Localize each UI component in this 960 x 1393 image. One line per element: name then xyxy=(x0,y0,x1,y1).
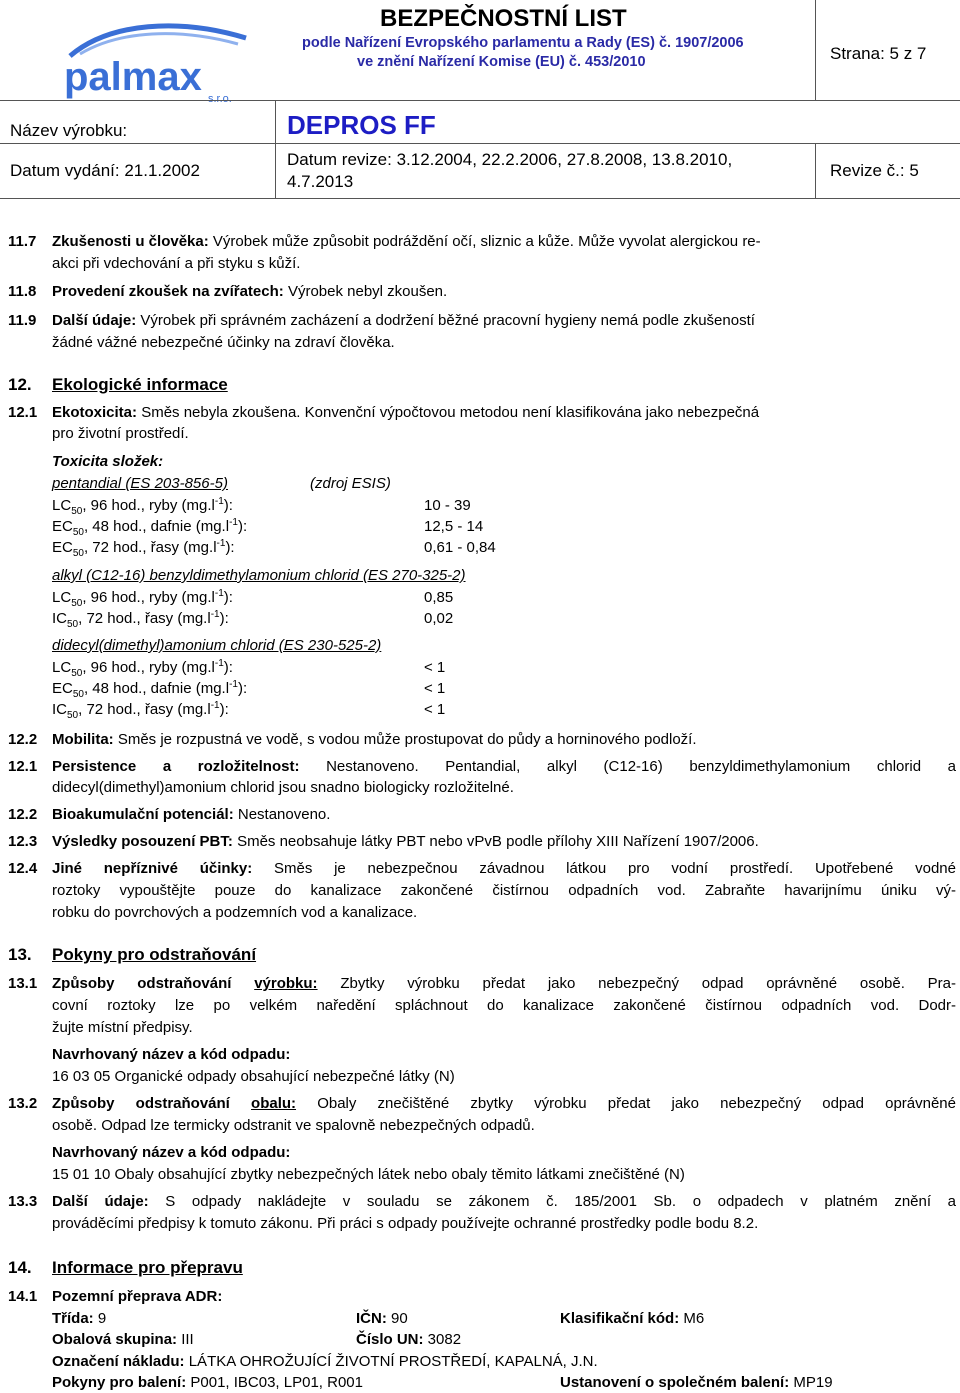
field-value: M6 xyxy=(683,1310,705,1327)
component-name: pentandial (ES 203-856-5) xyxy=(52,475,228,492)
text-line: robku do povrchových a podzemních vod a kanalizace. xyxy=(52,904,418,921)
field-value: P001, IBC03, LP01, R001 xyxy=(190,1374,363,1391)
text: Směs je nebezpečnou závadnou látkou pro vodní prostředí. Upotřebené vodné xyxy=(274,860,956,877)
toxicity-colon: ): xyxy=(223,589,233,606)
text: Zbytky výrobku předat jako nebezpečný odpad oprávněné osobě. Pra- xyxy=(340,975,956,992)
toxicity-conditions: , 72 hod., řasy (mg.l xyxy=(78,610,211,627)
toxicity-sub: 50 xyxy=(71,598,83,609)
toxicity-sub: 50 xyxy=(67,619,79,630)
subsection-title: Mobilita: xyxy=(52,731,114,748)
toxicity-param: EC xyxy=(52,539,73,556)
toxicity-colon: ): xyxy=(219,701,229,718)
toxicity-colon: ): xyxy=(219,610,229,627)
text: Směs nebyla zkoušena. xyxy=(141,404,301,421)
subsection-12-pbt xyxy=(52,833,759,851)
toxicity-sup: -1 xyxy=(216,538,226,549)
subsection-title: Další údaje: xyxy=(52,1193,149,1210)
subsection-title: Bioakumulační potenciál: xyxy=(52,806,234,823)
logo-text: palmax xyxy=(64,55,202,99)
toxicity-param: LC xyxy=(52,589,72,606)
subsection-number: 12.1 xyxy=(8,758,38,775)
text: Výrobek může způsobit podráždění očí, sliznic a kůže. Může vyvolat alergickou re- xyxy=(212,233,761,250)
revision-dates-line-2: 4.7.2013 xyxy=(287,172,354,191)
field-value: MP19 xyxy=(793,1374,833,1391)
subsection-12-2 xyxy=(52,731,697,749)
subsection-number: 11.9 xyxy=(8,312,37,329)
adr-mixed-packing xyxy=(560,1374,833,1392)
section-number: 14. xyxy=(8,1258,32,1277)
subsection-title-underlined: obalu: xyxy=(251,1095,297,1112)
subsection-title: Způsoby odstraňování xyxy=(52,1095,230,1112)
subsection-title: Způsoby odstraňování xyxy=(52,975,232,992)
header-divider xyxy=(0,198,960,199)
text: Nestanoveno. Pentandial, alkyl (C12-16) benzyldimethylamonium chlorid a xyxy=(326,758,957,775)
field-label: Třída: xyxy=(52,1310,94,1327)
subsection-number: 12.2 xyxy=(8,731,38,748)
subsection-number: 11.7 xyxy=(8,233,37,250)
text-line: žádné vážné nebezpečné účinky na zdraví člověka. xyxy=(52,334,395,351)
toxicity-colon: ): xyxy=(225,539,235,556)
toxicity-sup: -1 xyxy=(210,700,220,711)
field-label: Označení nákladu: xyxy=(52,1353,185,1370)
toxicity-conditions: , 96 hod., ryby (mg.l xyxy=(82,497,215,514)
subsection-11-9 xyxy=(52,312,755,330)
field-label: Pokyny pro balení: xyxy=(52,1374,187,1391)
field-value: 3082 xyxy=(427,1331,462,1348)
field-label: Číslo UN: xyxy=(356,1331,424,1348)
text-line: osobě. Odpad lze termicky odstranit ve spalovně nebezpečných odpadů. xyxy=(52,1117,535,1134)
product-name: DEPROS FF xyxy=(287,110,436,140)
toxicity-value: < 1 xyxy=(424,701,446,718)
toxicity-sub: 50 xyxy=(72,548,84,559)
adr-un-number xyxy=(356,1331,461,1349)
section-title: Ekologické informace xyxy=(52,375,228,394)
revision-dates-line-1: Datum revize: 3.12.2004, 22.2.2006, 27.8.2008, 13.8.2010, xyxy=(287,150,733,169)
toxicity-parameter xyxy=(52,659,233,677)
toxicity-colon: ): xyxy=(237,518,248,535)
text: Výrobek při správném zacházení a dodržení běžné pracovní hygieny nemá podle zkušeností xyxy=(140,312,755,329)
subsection-13-1 xyxy=(52,975,956,993)
text-line: prováděcími předpisy k tomuto zákonu. Při práci s odpady používejte ochranné prostředky podle bodu 8.2. xyxy=(52,1215,759,1232)
regulation-line-2: ve znění Nařízení Komise (EU) č. 453/2010 xyxy=(357,54,646,70)
field-label: Klasifikační kód: xyxy=(560,1310,680,1327)
header-divider xyxy=(815,143,816,198)
section-title: Informace pro přepravu xyxy=(52,1258,243,1277)
text-line: akci při vdechování a při styku s kůží. xyxy=(52,255,301,272)
header-divider xyxy=(0,100,960,101)
field-value: 9 xyxy=(97,1310,107,1327)
subsection-title: Ekotoxicita: xyxy=(52,404,138,421)
subsection-12-persistence xyxy=(52,758,956,776)
subsection-number: 11.8 xyxy=(8,283,37,300)
toxicity-sup: -1 xyxy=(214,496,224,507)
subsection-11-8 xyxy=(52,283,447,301)
waste-code-label: Navrhovaný název a kód odpadu: xyxy=(52,1144,291,1161)
toxicity-parameter xyxy=(52,701,229,719)
toxicity-colon: ): xyxy=(223,497,233,514)
section-title: Pokyny pro odstraňování xyxy=(52,945,257,964)
subsection-number: 12.2 xyxy=(8,806,38,823)
field-label: Obalová skupina: xyxy=(52,1331,178,1348)
subsection-number: 13.1 xyxy=(8,975,38,992)
adr-classification-code xyxy=(560,1310,704,1328)
subsection-number: 12.1 xyxy=(8,404,38,421)
text-line: covní roztoky lze po velkém naředění spláchnout do kanalizace zakončené čistírnou odpadních vod. Dodr- xyxy=(52,997,956,1014)
toxicity-param: EC xyxy=(52,518,73,535)
page-number: Strana: 5 z 7 xyxy=(830,44,927,63)
toxicity-value: < 1 xyxy=(424,680,446,697)
revision-number: Revize č.: 5 xyxy=(830,161,919,180)
toxicity-conditions: , 48 hod., dafnie (mg.l xyxy=(83,518,230,535)
text-line: žujte místní předpisy. xyxy=(52,1019,193,1036)
section-number: 13. xyxy=(8,945,32,964)
toxicity-parameter xyxy=(52,589,233,607)
subsection-title: Persistence a rozložitelnost: xyxy=(52,758,300,775)
toxicity-colon: ): xyxy=(237,680,248,697)
subsection-title: Další údaje: xyxy=(52,312,137,329)
product-label: Název výrobku: xyxy=(10,121,128,140)
field-value: III xyxy=(181,1331,194,1348)
adr-class xyxy=(52,1310,106,1328)
document-title: BEZPEČNOSTNÍ LIST xyxy=(380,5,627,32)
subsection-13-3 xyxy=(52,1193,956,1211)
text: Výrobek nebyl zkoušen. xyxy=(287,283,448,300)
toxicity-parameter xyxy=(52,610,229,628)
toxicity-param: LC xyxy=(52,497,72,514)
logo-subtext: s.r.o. xyxy=(208,93,232,104)
toxicity-parameter xyxy=(52,680,247,698)
toxicity-param: IC xyxy=(52,610,67,627)
subsection-12-bioaccumulation xyxy=(52,806,330,824)
toxicity-param: EC xyxy=(52,680,73,697)
header-divider xyxy=(0,143,960,144)
component-name: didecyl(dimethyl)amonium chlorid (ES 230-525-2) xyxy=(52,637,382,654)
component-name: alkyl (C12-16) benzyldimethylamonium chlorid (ES 270-325-2) xyxy=(52,567,466,584)
toxicity-sup: -1 xyxy=(229,679,238,690)
subsection-number: 12.3 xyxy=(8,833,38,850)
toxicity-sub: 50 xyxy=(72,689,84,700)
adr-packing-instructions xyxy=(52,1374,363,1392)
header-divider xyxy=(275,100,276,198)
toxicity-sub: 50 xyxy=(71,668,83,679)
text-line: roztoky vypouštějte pouze do kanalizace zakončené čistírnou odpadních vod. Zabraňte havarijnímu úniku vý- xyxy=(52,882,956,899)
text: S odpady nakládejte v souladu se zákonem č. 185/2001 Sb. o odpadech v platném znění a xyxy=(165,1193,956,1210)
waste-code-value: 16 03 05 Organické odpady obsahující nebezpečné látky (N) xyxy=(52,1068,455,1085)
text: Směs neobsahuje látky PBT nebo vPvB podle přílohy XIII Nařízení 1907/2006. xyxy=(237,833,759,850)
toxicity-param: LC xyxy=(52,659,72,676)
field-value: LÁTKA OHROŽUJÍCÍ ŽIVOTNÍ PROSTŘEDÍ, KAPALNÁ, J.N. xyxy=(188,1353,598,1370)
toxicity-parameter xyxy=(52,518,247,536)
adr-packing-group xyxy=(52,1331,194,1349)
toxicity-value: 12,5 - 14 xyxy=(424,518,484,535)
subsection-title: Provedení zkoušek na zvířatech: xyxy=(52,283,284,300)
subsection-number: 12.4 xyxy=(8,860,38,877)
text: Směs je rozpustná ve vodě, s vodou může prostupovat do půdy a horninového podloží. xyxy=(117,731,697,748)
toxicity-conditions: , 72 hod., řasy (mg.l xyxy=(78,701,211,718)
subsection-12-1 xyxy=(52,404,759,422)
document-header xyxy=(0,0,960,200)
data-source: (zdroj ESIS) xyxy=(310,475,391,492)
toxicity-heading: Toxicita složek: xyxy=(52,453,164,470)
toxicity-sup: -1 xyxy=(229,517,238,528)
subsection-title: Výsledky posouzení PBT: xyxy=(52,833,233,850)
toxicity-value: 0,02 xyxy=(424,610,454,627)
subsection-title-underlined: výrobku: xyxy=(254,975,318,992)
toxicity-value: 0,85 xyxy=(424,589,454,606)
field-label: Ustanovení o společném balení: xyxy=(560,1374,790,1391)
toxicity-parameter xyxy=(52,497,233,515)
text: Nestanoveno. xyxy=(237,806,331,823)
toxicity-sub: 50 xyxy=(72,527,84,538)
toxicity-conditions: , 72 hod., řasy (mg.l xyxy=(83,539,217,556)
subsection-11-7 xyxy=(52,233,956,251)
field-label: IČN: xyxy=(356,1310,387,1327)
toxicity-param: IC xyxy=(52,701,67,718)
subsection-number: 14.1 xyxy=(8,1288,38,1305)
issue-date: Datum vydání: 21.1.2002 xyxy=(10,161,200,180)
subsection-13-2 xyxy=(52,1095,956,1113)
toxicity-value: 0,61 - 0,84 xyxy=(424,539,496,556)
toxicity-sub: 50 xyxy=(67,710,79,721)
adr-cargo-label xyxy=(52,1353,598,1371)
header-divider xyxy=(815,0,816,100)
toxicity-sup: -1 xyxy=(214,658,224,669)
waste-code-label: Navrhovaný název a kód odpadu: xyxy=(52,1046,291,1063)
subsection-title: Jiné nepříznivé účinky: xyxy=(52,860,253,877)
toxicity-sub: 50 xyxy=(71,506,83,517)
adr-ikn xyxy=(356,1310,408,1328)
subsection-number: 13.2 xyxy=(8,1095,38,1112)
text-line: pro životní prostředí. xyxy=(52,425,189,442)
field-value: 90 xyxy=(391,1310,408,1327)
toxicity-colon: ): xyxy=(223,659,233,676)
toxicity-conditions: , 48 hod., dafnie (mg.l xyxy=(83,680,230,697)
toxicity-conditions: , 96 hod., ryby (mg.l xyxy=(82,589,215,606)
section-number: 12. xyxy=(8,375,32,394)
subsection-title: Pozemní přeprava ADR: xyxy=(52,1288,223,1305)
regulation-line-1: podle Nařízení Evropského parlamentu a Rady (ES) č. 1907/2006 xyxy=(302,35,744,51)
toxicity-conditions: , 96 hod., ryby (mg.l xyxy=(82,659,215,676)
toxicity-sup: -1 xyxy=(210,609,220,620)
subsection-number: 13.3 xyxy=(8,1193,38,1210)
subsection-title: Zkušenosti u člověka: xyxy=(52,233,209,250)
palmax-logo xyxy=(50,14,260,104)
waste-code-value: 15 01 10 Obaly obsahující zbytky nebezpečných látek nebo obaly těmito látkami znečištěné (N) xyxy=(52,1166,685,1183)
subsection-12-other-effects xyxy=(52,860,956,878)
toxicity-value: 10 - 39 xyxy=(424,497,471,514)
toxicity-sup: -1 xyxy=(214,588,224,599)
text: Konvenční výpočtovou metodou není klasifikována jako nebezpečná xyxy=(304,404,760,421)
toxicity-parameter xyxy=(52,539,235,557)
text-line: didecyl(dimethyl)amonium chlorid jsou snadno biologicky rozložitelné. xyxy=(52,779,514,796)
toxicity-value: < 1 xyxy=(424,659,446,676)
text: Obaly znečištěné zbytky výrobku předat jako nebezpečný odpad oprávněné xyxy=(317,1095,956,1112)
